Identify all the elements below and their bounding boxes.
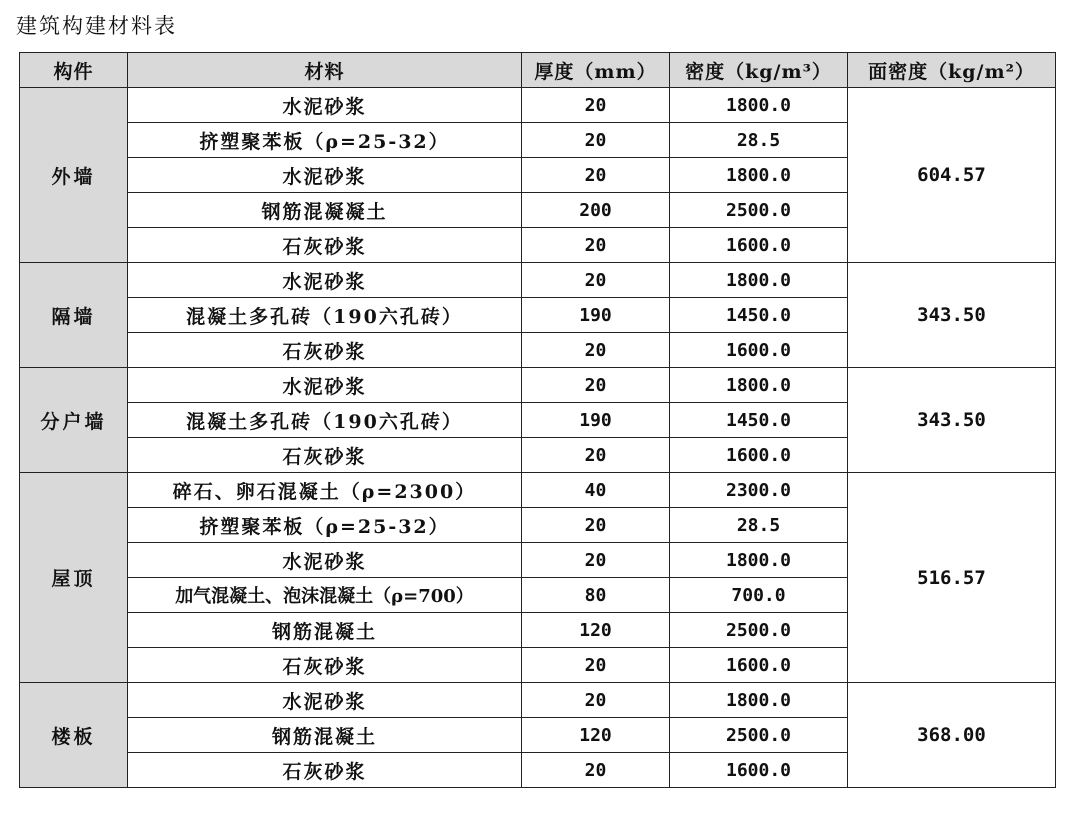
material-cell: 混凝土多孔砖（190六孔砖） <box>128 403 522 438</box>
material-cell: 挤塑聚苯板（ρ=25-32） <box>128 123 522 158</box>
group-label-exterior-wall: 外墙 <box>20 88 128 263</box>
header-component: 构件 <box>20 53 128 88</box>
density-cell: 28.5 <box>670 508 848 543</box>
table-row <box>20 473 1056 508</box>
area-density-cell: 516.57 <box>848 473 1056 683</box>
material-cell: 水泥砂浆 <box>128 683 522 718</box>
thickness-cell: 20 <box>522 228 670 263</box>
thickness-cell: 200 <box>522 193 670 228</box>
material-cell: 钢筋混凝土 <box>128 718 522 753</box>
density-cell: 1600.0 <box>670 648 848 683</box>
density-cell: 1800.0 <box>670 368 848 403</box>
density-cell: 1600.0 <box>670 333 848 368</box>
material-cell: 混凝土多孔砖（190六孔砖） <box>128 298 522 333</box>
table-row <box>20 88 1056 123</box>
density-cell: 700.0 <box>670 578 848 613</box>
header-area-density: 面密度（kg/m²） <box>848 53 1056 88</box>
material-cell: 碎石、卵石混凝土（ρ=2300） <box>128 473 522 508</box>
table-row <box>20 683 1056 718</box>
table-row <box>20 263 1056 298</box>
density-cell: 28.5 <box>670 123 848 158</box>
material-cell: 钢筋混凝凝土 <box>128 193 522 228</box>
density-cell: 1450.0 <box>670 403 848 438</box>
density-cell: 1600.0 <box>670 753 848 788</box>
density-cell: 2500.0 <box>670 193 848 228</box>
material-cell: 水泥砂浆 <box>128 158 522 193</box>
material-cell: 石灰砂浆 <box>128 648 522 683</box>
material-cell: 水泥砂浆 <box>128 263 522 298</box>
table-header-row <box>20 53 1056 88</box>
thickness-cell: 20 <box>522 263 670 298</box>
material-cell: 加气混凝土、泡沫混凝土（ρ=700） <box>128 578 522 613</box>
thickness-cell: 80 <box>522 578 670 613</box>
density-cell: 1600.0 <box>670 438 848 473</box>
header-thickness: 厚度（mm） <box>522 53 670 88</box>
density-cell: 1800.0 <box>670 158 848 193</box>
thickness-cell: 20 <box>522 543 670 578</box>
group-label-floor-slab: 楼板 <box>20 683 128 788</box>
density-cell: 1450.0 <box>670 298 848 333</box>
thickness-cell: 20 <box>522 508 670 543</box>
area-density-cell: 604.57 <box>848 88 1056 263</box>
thickness-cell: 20 <box>522 88 670 123</box>
density-cell: 1800.0 <box>670 683 848 718</box>
thickness-cell: 20 <box>522 158 670 193</box>
group-label-household-wall: 分户墙 <box>20 368 128 473</box>
thickness-cell: 20 <box>522 333 670 368</box>
density-cell: 1800.0 <box>670 543 848 578</box>
area-density-cell: 343.50 <box>848 368 1056 473</box>
thickness-cell: 190 <box>522 298 670 333</box>
material-cell: 石灰砂浆 <box>128 333 522 368</box>
material-cell: 水泥砂浆 <box>128 368 522 403</box>
thickness-cell: 20 <box>522 438 670 473</box>
density-cell: 1800.0 <box>670 88 848 123</box>
material-cell: 钢筋混凝土 <box>128 613 522 648</box>
material-cell: 水泥砂浆 <box>128 543 522 578</box>
thickness-cell: 40 <box>522 473 670 508</box>
density-cell: 2500.0 <box>670 718 848 753</box>
group-label-roof: 屋顶 <box>20 473 128 683</box>
header-density: 密度（kg/m³） <box>670 53 848 88</box>
area-density-cell: 368.00 <box>848 683 1056 788</box>
material-cell: 石灰砂浆 <box>128 438 522 473</box>
header-material: 材料 <box>128 53 522 88</box>
group-label-partition-wall: 隔墙 <box>20 263 128 368</box>
thickness-cell: 20 <box>522 683 670 718</box>
density-cell: 1600.0 <box>670 228 848 263</box>
table-row <box>20 368 1056 403</box>
materials-table <box>19 52 1056 788</box>
material-cell: 挤塑聚苯板（ρ=25-32） <box>128 508 522 543</box>
thickness-cell: 20 <box>522 648 670 683</box>
thickness-cell: 190 <box>522 403 670 438</box>
material-cell: 石灰砂浆 <box>128 753 522 788</box>
thickness-cell: 120 <box>522 718 670 753</box>
area-density-cell: 343.50 <box>848 263 1056 368</box>
density-cell: 1800.0 <box>670 263 848 298</box>
thickness-cell: 20 <box>522 753 670 788</box>
page-title: 建筑构建材料表 <box>16 14 177 38</box>
density-cell: 2500.0 <box>670 613 848 648</box>
material-cell: 水泥砂浆 <box>128 88 522 123</box>
thickness-cell: 20 <box>522 368 670 403</box>
thickness-cell: 120 <box>522 613 670 648</box>
material-cell: 石灰砂浆 <box>128 228 522 263</box>
density-cell: 2300.0 <box>670 473 848 508</box>
thickness-cell: 20 <box>522 123 670 158</box>
